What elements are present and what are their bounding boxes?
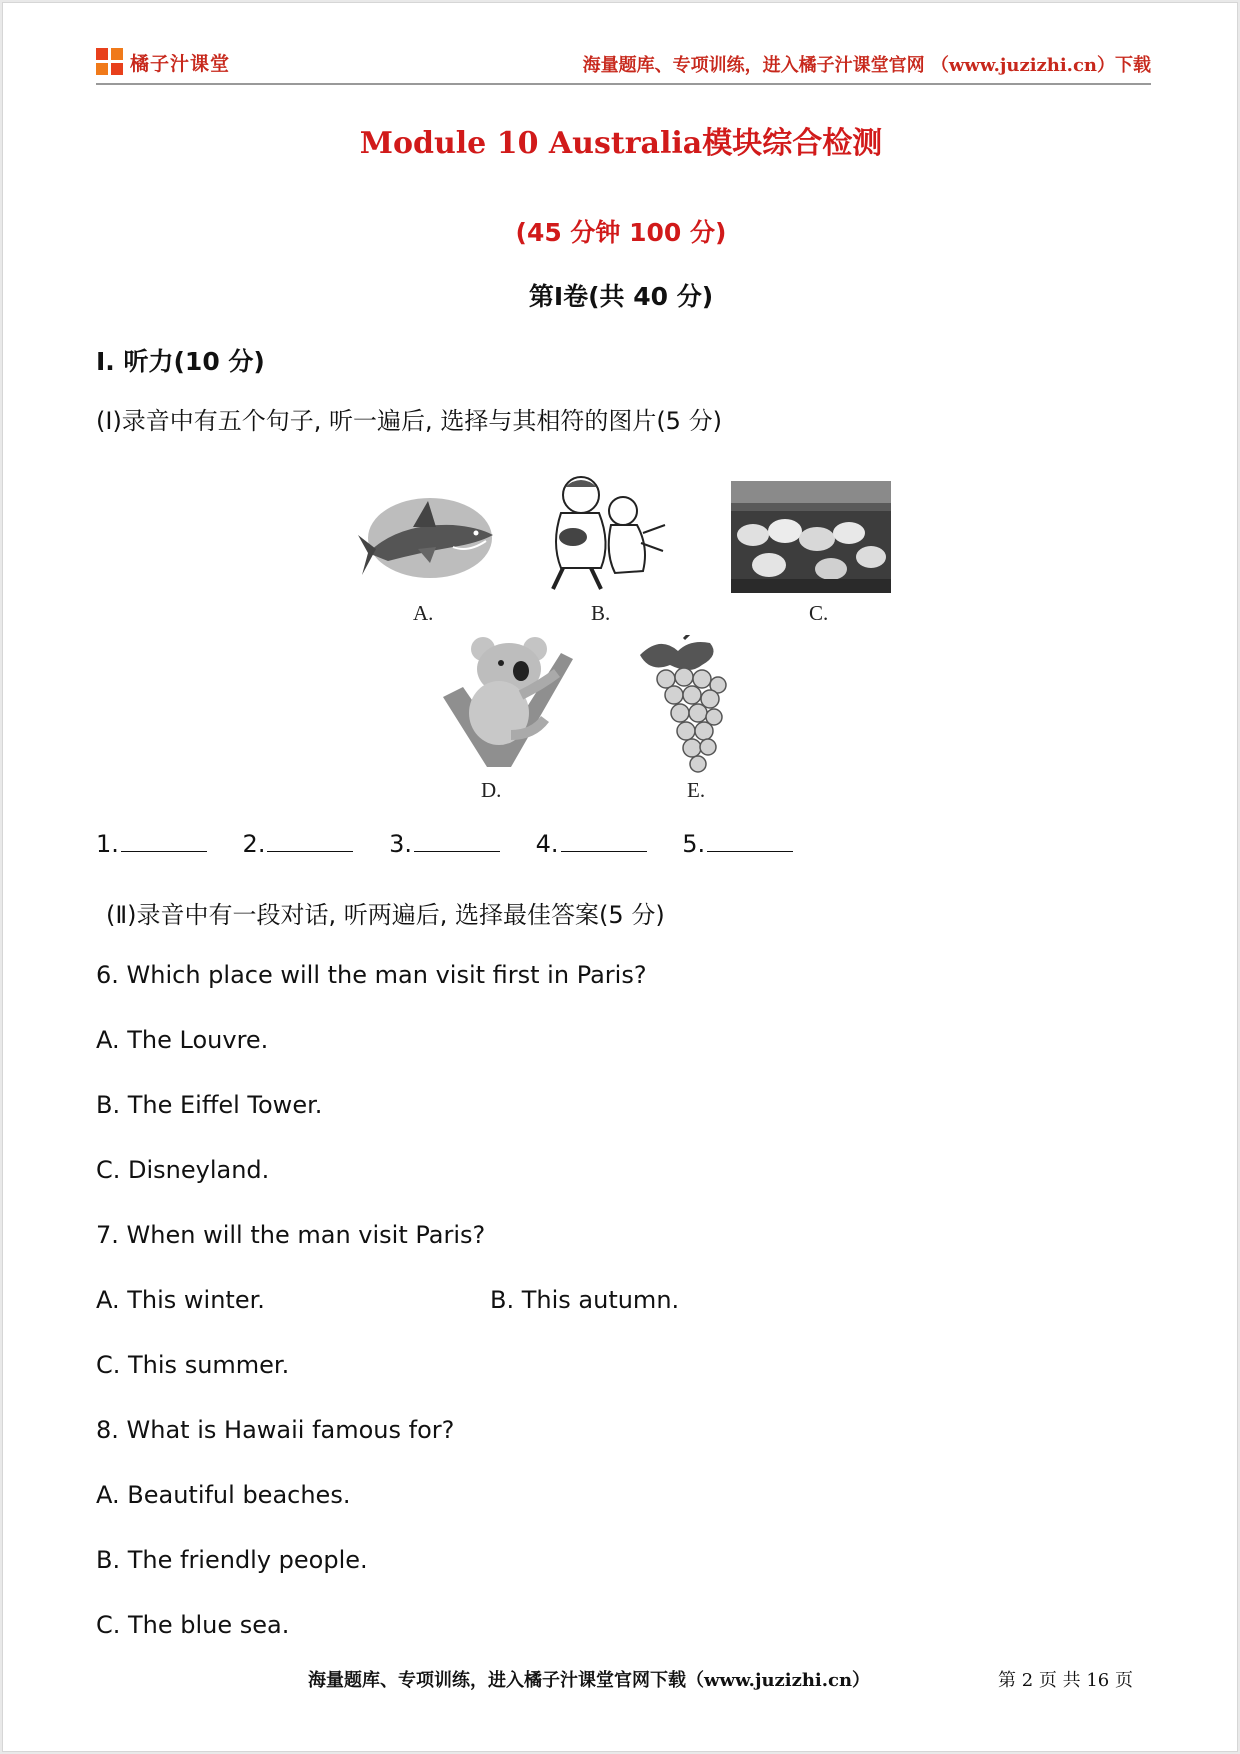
answer-blank-2[interactable]: 2. (243, 830, 354, 858)
part1-instruction: (Ⅰ)录音中有五个句子, 听一遍后, 选择与其相符的图片(5 分) (96, 407, 722, 435)
koala-icon (441, 635, 581, 770)
answer-blank-4[interactable]: 4. (536, 830, 647, 858)
logo-icon (96, 48, 124, 76)
answer-blanks (96, 830, 821, 858)
picture-label-e: E. (687, 778, 706, 802)
option-7c[interactable]: C. This summer. (96, 1351, 290, 1379)
picture-label-a: A. (413, 601, 434, 625)
sheep-photo-icon (731, 481, 891, 593)
option-6a[interactable]: A. The Louvre. (96, 1026, 269, 1054)
option-7a[interactable]: A. This winter. (96, 1286, 265, 1314)
option-8a[interactable]: A. Beautiful beaches. (96, 1481, 351, 1509)
question-7: 7. When will the man visit Paris? (96, 1221, 486, 1249)
question-8: 8. What is Hawaii famous for? (96, 1416, 455, 1444)
grapes-icon (630, 635, 740, 775)
section-heading: Ⅰ. 听力(10 分) (96, 347, 265, 376)
page-number: 第 2 页 共 16 页 (998, 1670, 1133, 1691)
option-8b[interactable]: B. The friendly people. (96, 1546, 368, 1574)
shark-icon (358, 483, 498, 588)
header-slogan: 海量题库、专项训练，进入橘子汁课堂官网 （www.juzizhi.cn）下载 (582, 55, 1151, 76)
answer-blank-1[interactable]: 1. (96, 830, 207, 858)
footer-slogan: 海量题库、专项训练，进入橘子汁课堂官网下载（www.juzizhi.cn） (308, 1670, 871, 1691)
page-title: Module 10 Australia模块综合检测 (359, 126, 883, 161)
option-6c[interactable]: C. Disneyland. (96, 1156, 270, 1184)
rugby-players-icon (531, 473, 671, 591)
logo-text: 橘子汁课堂 (130, 52, 231, 75)
document-page (2, 2, 1238, 1752)
part-title: 第Ⅰ卷(共 40 分) (528, 282, 714, 311)
part2-instruction: (Ⅱ)录音中有一段对话, 听两遍后, 选择最佳答案(5 分) (106, 901, 665, 929)
picture-label-c: C. (809, 601, 829, 625)
option-7b[interactable]: B. This autumn. (490, 1286, 680, 1314)
exam-duration: (45 分钟 100 分) (515, 218, 727, 247)
page-header (96, 47, 1151, 85)
picture-label-d: D. (481, 778, 502, 802)
answer-blank-5[interactable]: 5. (682, 830, 793, 858)
logo (96, 47, 230, 77)
answer-blank-3[interactable]: 3. (389, 830, 500, 858)
question-6: 6. Which place will the man visit first in Paris? (96, 961, 647, 989)
picture-label-b: B. (591, 601, 611, 625)
option-6b[interactable]: B. The Eiffel Tower. (96, 1091, 323, 1119)
option-8c[interactable]: C. The blue sea. (96, 1611, 290, 1639)
